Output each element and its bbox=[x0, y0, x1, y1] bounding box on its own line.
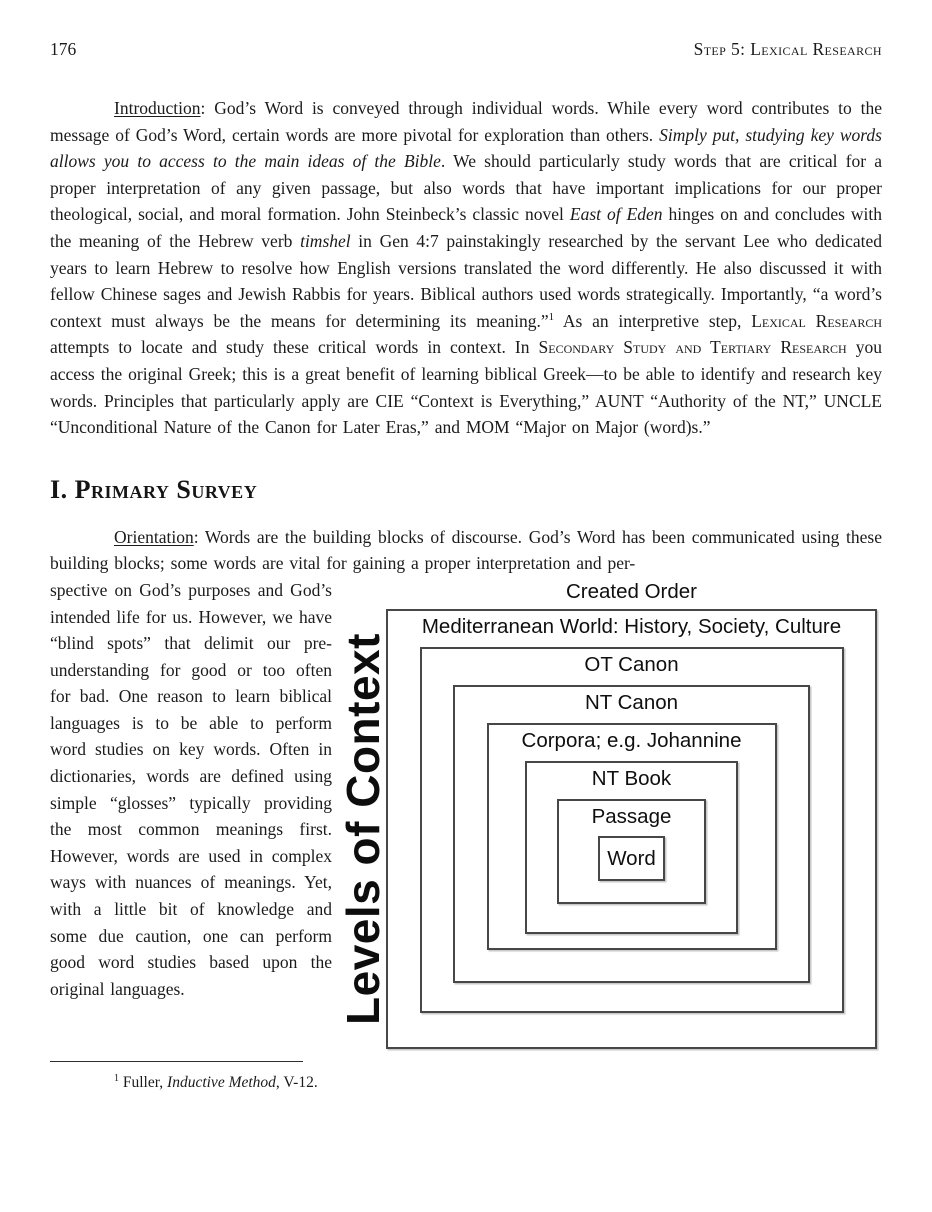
page-number: 176 bbox=[50, 39, 77, 59]
figure-top-label: Created Order bbox=[565, 579, 698, 603]
context-level-box-ot-canon bbox=[420, 647, 844, 1013]
figure-side-label-area bbox=[337, 609, 390, 1049]
context-level-label: Corpora; e.g. Johannine bbox=[521, 728, 742, 752]
context-level-box-nt-canon bbox=[453, 685, 810, 983]
footnote-text: Fuller, Inductive Method, V-12. bbox=[119, 1073, 318, 1091]
orientation-wrap-paragraph: spective on God’s purposes and God’s intended life for us. However, we have “blind spots” that delimit our pre-understanding for good or too often for bad. One reason to learn biblical languages is to be able to perform word studies on key words. Often in dictionaries, words are defined using simple “glosses” typically providing the most common meanings first. However, words are used in complex ways with nuances of meanings. Yet, with a little bit of knowledge and some due caution, one can perform good word studies based upon the original languages. bbox=[50, 579, 332, 999]
text-and-figure-row bbox=[50, 577, 882, 1049]
context-level-box-mediterranean-world bbox=[386, 609, 877, 1049]
running-head: Step 5: Lexical Research bbox=[693, 39, 882, 59]
footnote-separator bbox=[50, 1061, 303, 1062]
context-level-label: Word bbox=[607, 846, 656, 870]
context-level-box-corpora bbox=[487, 723, 777, 950]
context-level-label: NT Book bbox=[591, 766, 672, 790]
context-level-box-passage bbox=[557, 799, 706, 904]
context-level-label: OT Canon bbox=[584, 652, 679, 676]
figure-nested-boxes bbox=[386, 577, 877, 1049]
context-level-label: Passage bbox=[591, 804, 672, 828]
figure-side-label: Levels of Context bbox=[337, 632, 390, 1025]
context-level-label: Mediterranean World: History, Society, Culture bbox=[421, 614, 842, 638]
footnote bbox=[50, 1071, 882, 1094]
section-heading: I. Primary Survey bbox=[50, 474, 258, 504]
orientation-lead-paragraph: Orientation: Words are the building blocks of discourse. God’s Word has been communicated using these building blocks; some words are vital for gaining a proper interpretation and per- bbox=[50, 526, 882, 574]
levels-of-context-figure bbox=[337, 577, 877, 1049]
context-level-label: NT Canon bbox=[584, 690, 679, 714]
context-level-box-nt-book bbox=[525, 761, 738, 934]
intro-paragraph: Introduction: God’s Word is conveyed through individual words. While every word contributes to the message of God’s Word, certain words are more pivotal for exploration than others. Simply put, studying key words allows you to access to the main ideas of the Bible. We should particularly study words that are critical for a proper interpretation of any given passage, but also words that have important implications for our proper theological, social, and moral formation. John Steinbeck’s classic novel East of Eden hinges on and concludes with the meaning of the Hebrew verb timshel in Gen 4:7 painstakingly researched by the servant Lee who dedicated years to learn Hebrew to resolve how English versions translated the word differently. He also discussed it with fellow Chinese sages and Jewish Rabbis for years. Biblical authors used words strategically. Importantly, “a word’s context must always be the means for determining its meaning.”$^1$ As an interpretive step, Lexical Research attempts to locate and study these critical words in context. In Secondary Study and Tertiary Research you access the original Greek; this is a great benefit of learning biblical Greek—to be able to identify and research key words. Principles that particularly apply are CIE “Context is Everything,” AUNT “Authority of the NT,” UNCLE “Unconditional Nature of the Canon for Later Eras,” and MOM “Major on Major (word)s.” bbox=[50, 98, 882, 438]
footnote-marker: 1 bbox=[114, 1072, 119, 1084]
page-header bbox=[50, 38, 882, 60]
context-level-box-word bbox=[598, 836, 665, 881]
